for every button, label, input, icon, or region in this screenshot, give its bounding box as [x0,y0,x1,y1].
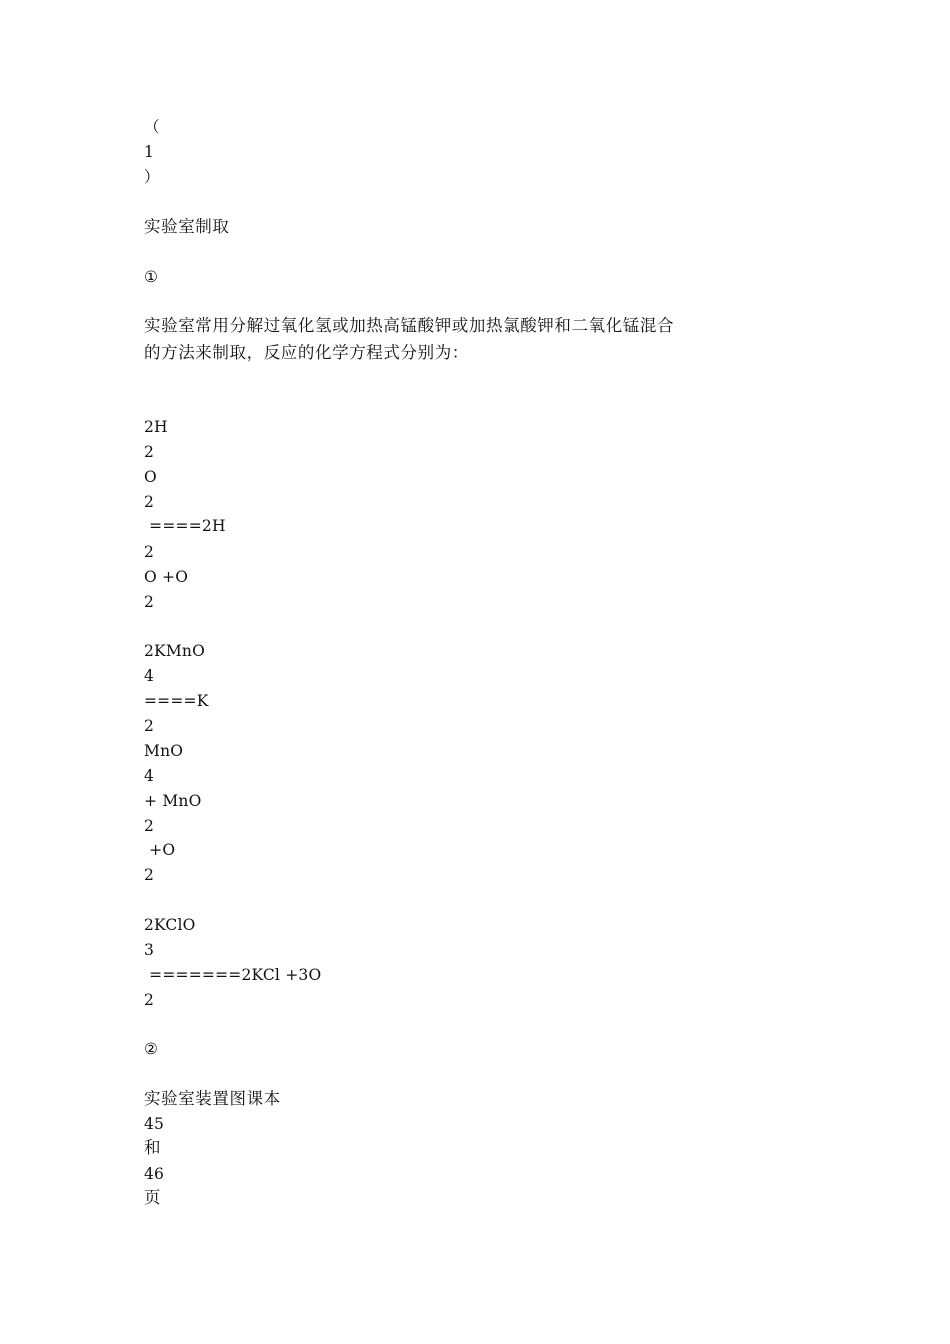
equation-1-part: 2 [144,443,155,461]
equation-2-part: 2 [144,866,155,884]
equation-2-part: 4 [144,767,155,785]
paren-close: ） [144,168,160,186]
equation-3-part: 2KClO [144,916,196,934]
item-marker-2: ② [144,1040,159,1058]
equation-2-part: 2 [144,817,155,835]
equation-2-part: ====K [144,692,209,710]
equation-1-part: 2 [144,493,155,511]
equation-1-part: O [144,468,157,486]
equation-2-part: 4 [144,667,155,685]
equation-3-part: 3 [144,941,155,959]
paragraph-line-2: 的方法来制取，反应的化学方程式分别为： [144,343,469,362]
equation-1-part: 2 [144,543,155,561]
section-heading: 实验室制取 [144,217,230,236]
apparatus-text: 实验室装置图课本 [144,1089,281,1108]
apparatus-text: 和 [144,1138,162,1157]
equation-1-part: 2 [144,593,155,611]
equation-2-part: +O [144,841,176,859]
equation-1-part: 2H [144,418,168,436]
equation-2-part: MnO [144,742,184,760]
apparatus-page-number: 46 [144,1165,165,1183]
section-number: 1 [144,143,155,161]
apparatus-text: 页 [144,1188,162,1207]
equation-1-part: ====2H [144,517,226,535]
equation-3-part: 2 [144,991,155,1009]
item-marker-1: ① [144,268,159,286]
paren-open: （ [144,118,160,136]
equation-1-part: O +O [144,568,189,586]
equation-3-part: =======2KCl +3O [144,966,322,984]
equation-2-part: 2KMnO [144,642,206,660]
equation-2-part: + MnO [144,792,202,810]
apparatus-page-number: 45 [144,1115,165,1133]
paragraph-line-1: 实验室常用分解过氧化氢或加热高锰酸钾或加热氯酸钾和二氧化锰混合 [144,316,675,335]
equation-2-part: 2 [144,717,155,735]
